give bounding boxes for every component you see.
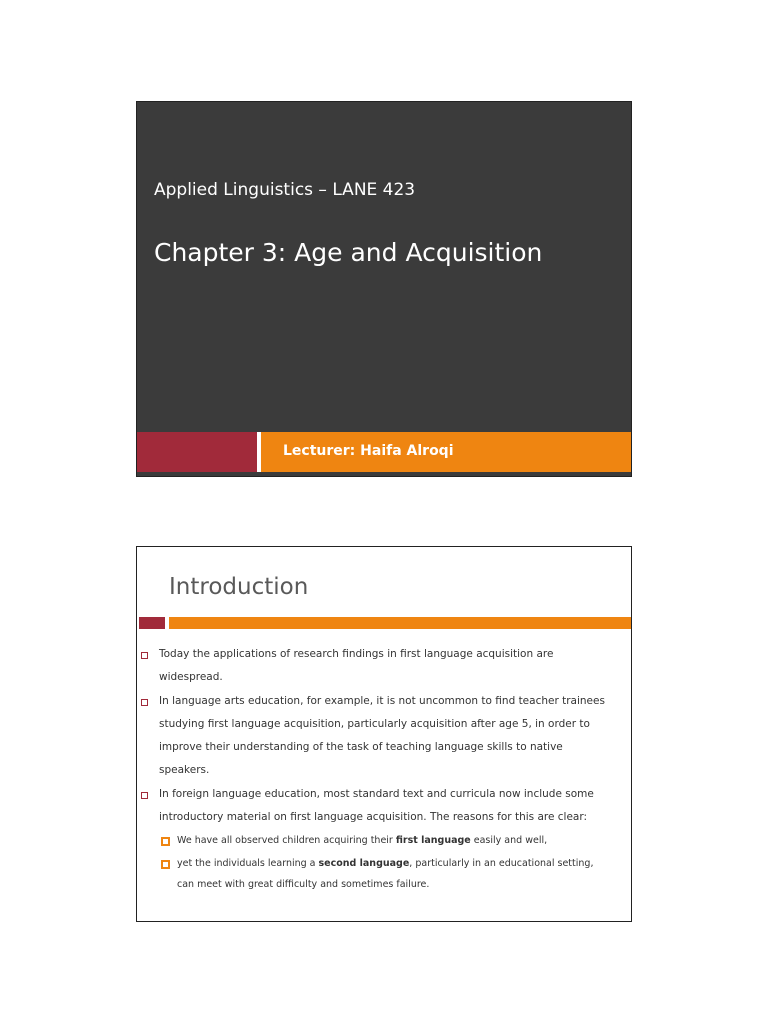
sub-bullet-post: easily and well, (470, 835, 548, 846)
bullet-text: In foreign language education, most standard text and curricula now include some introductory material on first language acquisition. The reasons for this are clear: (159, 788, 594, 823)
accent-red-block (137, 432, 257, 472)
bullet-text: Today the applications of research findings in first language acquisition are widespread. (159, 648, 554, 683)
underline-orange-block (169, 617, 631, 629)
sub-bullet-post: , particularly in an educational setting, can meet with great difficulty and sometimes failure. (177, 858, 594, 890)
sub-bullet-pre: yet the individuals learning a (177, 858, 319, 869)
sub-bullet-pre: We have all observed children acquiring their (177, 835, 396, 846)
slide-title: Introduction (169, 574, 309, 600)
slide-body (141, 643, 607, 897)
chapter-title: Chapter 3: Age and Acquisition (154, 238, 543, 267)
orange-square-bullet-icon (161, 837, 170, 846)
square-bullet-icon (141, 652, 148, 659)
accent-orange-block (261, 432, 631, 472)
course-subtitle: Applied Linguistics – LANE 423 (154, 180, 416, 200)
sub-bullet-emphasis: first language (395, 835, 471, 846)
sub-bullet-emphasis: second language (318, 858, 410, 869)
bullet-item (141, 643, 607, 689)
title-accent-band (137, 432, 631, 472)
title-slide (136, 101, 632, 477)
bullet-item (141, 690, 607, 782)
orange-square-bullet-icon (161, 860, 170, 869)
underline-red-block (139, 617, 165, 629)
bullet-text: In language arts education, for example, it is not uncommon to find teacher trainees studying first language acquisition, particularly acquisition after age 5, in order to improve their understanding of the task of teaching language skills to native speakers. (159, 695, 605, 776)
lecturer-label: Lecturer: Haifa Alroqi (283, 443, 454, 459)
sub-bullet-item (141, 830, 607, 851)
bullet-item (141, 783, 607, 829)
square-bullet-icon (141, 792, 148, 799)
square-bullet-icon (141, 699, 148, 706)
sub-bullet-item (141, 853, 607, 895)
introduction-slide (136, 546, 632, 922)
title-underline-band (139, 617, 631, 629)
